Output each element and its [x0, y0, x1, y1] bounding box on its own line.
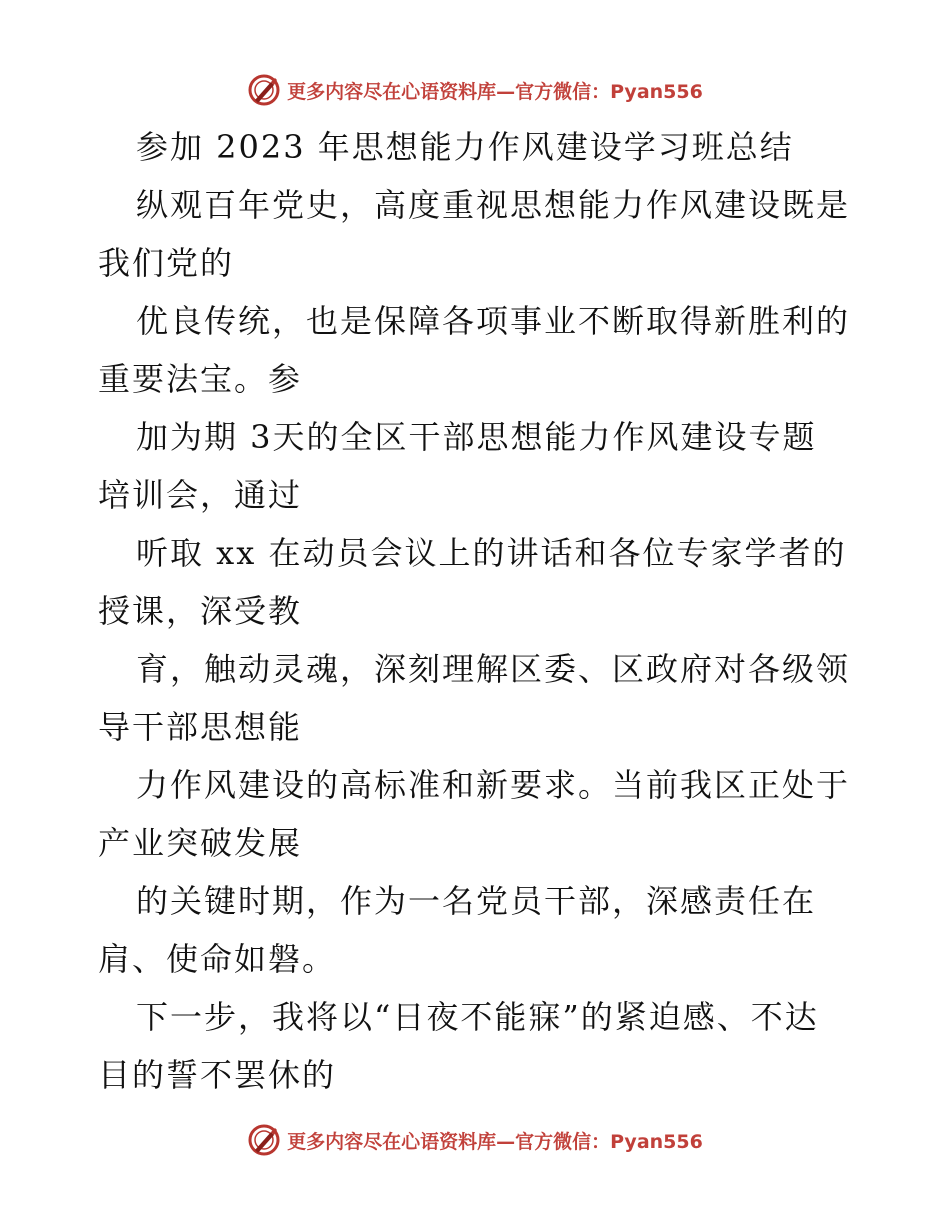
text-line: 导干部思想能: [98, 708, 303, 746]
document-body: [98, 118, 858, 1104]
text-line: 培训会，通过: [98, 476, 303, 514]
header-banner-text: 更多内容尽在心语资料库—官方微信：Pyan556: [287, 80, 703, 103]
text-line: 加为期 3天的全区干部思想能力作风建设专题: [136, 418, 817, 456]
text-line: 的关键时期，作为一名党员干部，深感责任在: [136, 882, 817, 920]
footer-banner-text: 更多内容尽在心语资料库—官方微信：Pyan556: [287, 1130, 703, 1153]
text-line: 肩、使命如磐。: [98, 940, 337, 978]
text-line: 优良传统，也是保障各项事业不断取得新胜利的: [136, 302, 851, 340]
text-line: 下一步，我将以“日夜不能寐”的紧迫感、不达: [136, 998, 819, 1036]
pen-logo-icon: [247, 1123, 281, 1157]
text-line: 产业突破发展: [98, 824, 303, 862]
text-line: 授课，深受教: [98, 592, 303, 630]
footer-banner: [0, 1120, 950, 1160]
text-line: 重要法宝。参: [98, 360, 303, 398]
text-line: 力作风建设的高标准和新要求。当前我区正处于: [136, 766, 851, 804]
document-title: 参加 2023 年思想能力作风建设学习班总结: [136, 128, 794, 166]
header-banner: [0, 70, 950, 110]
text-line: 听取 xx 在动员会议上的讲话和各位专家学者的: [136, 534, 847, 572]
text-line: 纵观百年党史，高度重视思想能力作风建设既是: [136, 186, 851, 224]
text-line: 我们党的: [98, 244, 235, 282]
text-line: 目的誓不罢休的: [98, 1056, 337, 1094]
text-line: 育，触动灵魂，深刻理解区委、区政府对各级领: [136, 650, 851, 688]
pen-logo-icon: [247, 73, 281, 107]
